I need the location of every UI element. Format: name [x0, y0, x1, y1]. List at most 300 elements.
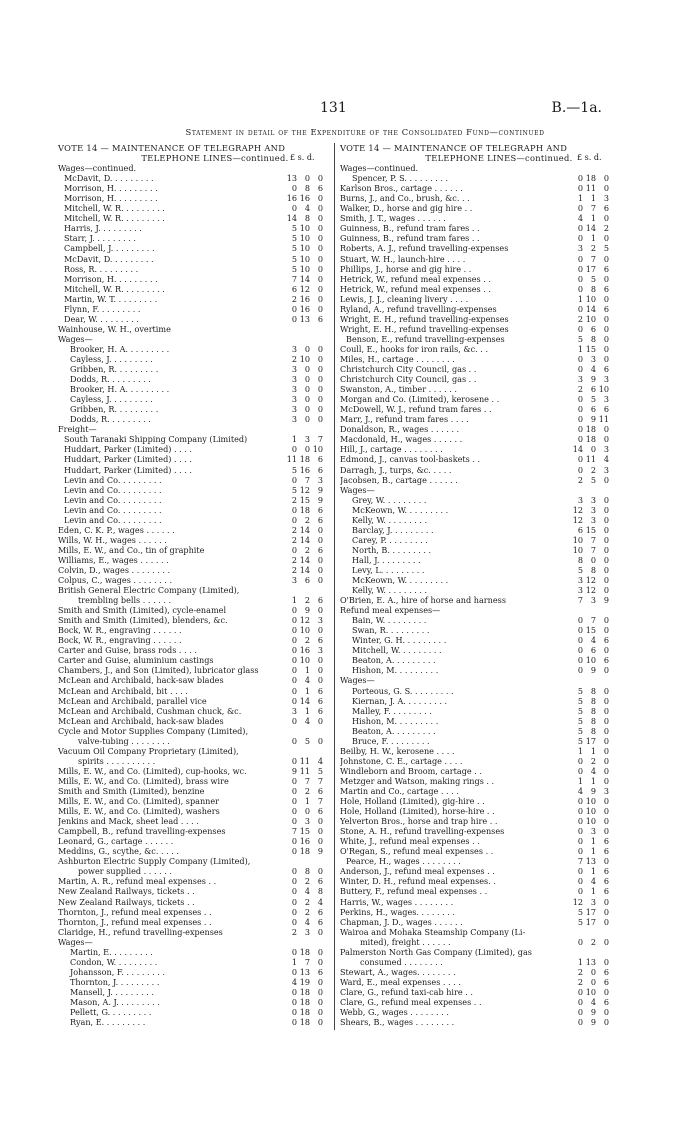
amount-shillings: 18	[585, 424, 596, 435]
amount-pounds: 5	[577, 715, 583, 726]
amount-shillings: 8	[590, 564, 596, 575]
expenditure-row	[340, 635, 616, 645]
amount-shillings: 2	[304, 595, 310, 606]
amount-pounds: 0	[577, 223, 583, 234]
amount-pence: 6	[603, 263, 609, 274]
entry-label: Colpus, C., wages . . . . . . . .	[58, 575, 173, 586]
amount-pence: 6	[317, 313, 323, 324]
expenditure-row	[340, 284, 616, 294]
amount-pounds: 0	[577, 826, 583, 837]
amount-shillings: 11	[585, 454, 596, 465]
expenditure-row	[340, 193, 616, 203]
entry-label: Vacuum Oil Company Proprietary (Limited),	[58, 745, 239, 756]
amount-pence: 6	[317, 464, 323, 475]
expenditure-row	[58, 716, 330, 726]
amount-pounds: 6	[291, 283, 297, 294]
entry-label: Thornton, J., refund meal expenses . .	[58, 906, 212, 917]
statement-title: Statement in detail of the Expenditure of the Consolidated Fund—continued	[185, 127, 545, 137]
entry-label: Mansell, J. . . . . . . . .	[70, 986, 154, 997]
amount-pence: 0	[317, 946, 323, 957]
expenditure-row	[58, 786, 330, 796]
expenditure-row	[340, 173, 616, 183]
expenditure-row	[340, 294, 616, 304]
amount-pounds: 0	[577, 936, 583, 947]
entry-label: McLean and Archibald, Cushman chuck, &c.	[58, 705, 242, 716]
amount-pence: 0	[603, 233, 609, 244]
expenditure-row	[58, 726, 330, 736]
amount-shillings: 18	[299, 946, 310, 957]
amount-pence: 3	[603, 374, 609, 385]
entry-label: McDavit, D. . . . . . . . .	[64, 173, 154, 184]
expenditure-row	[58, 977, 330, 987]
amount-pounds: 0	[577, 886, 583, 897]
amount-shillings: 14	[299, 534, 310, 545]
amount-pence: 0	[603, 986, 609, 997]
amount-pence: 0	[317, 956, 323, 967]
entry-label: Thornton, J., refund meal expenses . .	[58, 916, 212, 927]
amount-shillings: 10	[299, 253, 310, 264]
amount-shillings: 10	[299, 353, 310, 364]
entry-label: Levin and Co. . . . . . . . .	[64, 514, 162, 525]
entry-label: Porteous, G. S. . . . . . . . .	[352, 685, 454, 696]
amount-shillings: 4	[590, 996, 596, 1007]
entry-label: Windleborn and Broom, cartage . .	[340, 765, 482, 776]
amount-pounds: 0	[577, 283, 583, 294]
amount-pounds: 0	[291, 946, 297, 957]
entry-label: Brooker, H. A. . . . . . . . .	[70, 384, 170, 395]
amount-pence: 0	[603, 504, 609, 515]
amount-shillings: 4	[590, 635, 596, 646]
amount-pence: 0	[603, 705, 609, 716]
amount-pounds: 3	[291, 364, 297, 375]
entry-label: Levin and Co. . . . . . . . .	[64, 484, 162, 495]
entry-label: Morrison, H. . . . . . . . .	[64, 183, 158, 194]
amount-pounds: 5	[577, 725, 583, 736]
amount-pounds: 16	[286, 193, 297, 204]
amount-pounds: 0	[291, 514, 297, 525]
amount-pounds: 12	[572, 896, 583, 907]
amount-pounds: 0	[577, 404, 583, 415]
entry-label: Marr, J., refund tram fares . . . .	[340, 414, 469, 425]
amount-pence: 0	[603, 775, 609, 786]
entry-label: Hill, J., cartage . . . . . . . .	[340, 444, 443, 455]
expenditure-row	[58, 475, 330, 485]
amount-shillings: 2	[590, 464, 596, 475]
amount-shillings: 17	[585, 735, 596, 746]
amount-shillings: 0	[304, 404, 310, 415]
amount-shillings: 3	[590, 494, 596, 505]
amount-pounds: 10	[572, 534, 583, 545]
amount-pence: 9	[317, 494, 323, 505]
amount-pounds: 3	[291, 404, 297, 415]
amount-pence: 6	[603, 203, 609, 214]
amount-shillings: 3	[590, 595, 596, 606]
amount-shillings: 14	[585, 223, 596, 234]
amount-pounds: 0	[291, 876, 297, 887]
entry-label: Bock, W. R., engraving . . . . . .	[58, 635, 182, 646]
amount-pence: 6	[317, 906, 323, 917]
amount-pounds: 0	[577, 796, 583, 807]
amount-pence: 0	[603, 173, 609, 184]
entry-label: New Zealand Railways, tickets . .	[58, 896, 195, 907]
amount-shillings: 12	[299, 283, 310, 294]
entry-label: Kelly, W. . . . . . . . .	[352, 514, 428, 525]
expenditure-row	[58, 193, 330, 203]
entry-label: Roberts, A. J., refund travelling-expenses	[340, 243, 509, 254]
amount-shillings: 3	[590, 826, 596, 837]
amount-shillings: 16	[299, 836, 310, 847]
amount-pounds: 0	[577, 665, 583, 676]
entry-label: Condon, W. . . . . . . . .	[70, 956, 158, 967]
amount-pence: 0	[317, 394, 323, 405]
entry-label: O'Regan, S., refund meal expenses . .	[340, 846, 494, 857]
amount-shillings: 1	[304, 705, 310, 716]
expenditure-row	[340, 716, 616, 726]
right-column	[340, 143, 616, 1027]
amount-pounds: 14	[286, 213, 297, 224]
amount-pence: 8	[317, 886, 323, 897]
expenditure-row	[58, 846, 330, 856]
amount-shillings: 14	[299, 554, 310, 565]
amount-shillings: 7	[590, 534, 596, 545]
entry-label: Bruce, F. . . . . . . . .	[352, 735, 430, 746]
entry-label: Johansson, F. . . . . . . . .	[70, 966, 165, 977]
expenditure-row	[340, 233, 616, 243]
amount-pence: 0	[317, 665, 323, 676]
entry-label: Spencer, P. S. . . . . . . . .	[352, 173, 449, 184]
amount-shillings: 1	[590, 745, 596, 756]
entry-label: Grey, W. . . . . . . . .	[352, 494, 427, 505]
expenditure-row	[340, 806, 616, 816]
amount-pence: 0	[603, 916, 609, 927]
entry-label: Ryland, A., refund travelling-expenses	[340, 303, 497, 314]
expenditure-row	[340, 967, 616, 977]
entry-label: Hole, Holland (Limited), horse-hire . .	[340, 806, 495, 817]
amount-shillings: 8	[590, 685, 596, 696]
expenditure-row	[58, 615, 330, 625]
amount-pounds: 5	[577, 735, 583, 746]
amount-pounds: 1	[291, 595, 297, 606]
amount-pence: 6	[603, 836, 609, 847]
amount-shillings: 1	[590, 213, 596, 224]
amount-pounds: 0	[577, 846, 583, 857]
amount-shillings: 2	[304, 896, 310, 907]
amount-pounds: 5	[577, 564, 583, 575]
entry-label: power supplied . . . . . .	[78, 866, 172, 877]
amount-shillings: 18	[299, 1017, 310, 1028]
amount-shillings: 3	[304, 816, 310, 827]
amount-shillings: 10	[585, 313, 596, 324]
amount-pence: 7	[317, 796, 323, 807]
amount-pence: 0	[317, 384, 323, 395]
expenditure-row	[340, 957, 616, 967]
entry-label: Mills, E. W., and Co. (Limited), washers	[58, 806, 220, 817]
amount-shillings: 7	[304, 474, 310, 485]
amount-pence: 0	[317, 293, 323, 304]
expenditure-row	[58, 173, 330, 183]
entry-label: Morrison, H. . . . . . . . .	[64, 193, 158, 204]
amount-pounds: 5	[577, 333, 583, 344]
amount-pounds: 3	[577, 374, 583, 385]
amount-pence: 3	[603, 193, 609, 204]
amount-pounds: 0	[577, 464, 583, 475]
entry-label: Leonard, G., cartage . . . . . .	[58, 836, 174, 847]
entry-label: Darragh, J., turps, &c. . . . .	[340, 464, 452, 475]
expenditure-row	[340, 1007, 616, 1017]
expenditure-row	[58, 907, 330, 917]
entry-label: consumed . . . . . . . .	[360, 956, 443, 967]
entry-label: Chapman, J. D., wages . . . . . .	[340, 916, 463, 927]
amount-shillings: 2	[304, 514, 310, 525]
amount-pence: 0	[317, 564, 323, 575]
entry-label: Guinness, B., refund tram fares . .	[340, 233, 480, 244]
amount-shillings: 13	[585, 956, 596, 967]
expenditure-row	[340, 525, 616, 535]
expenditure-row	[340, 917, 616, 927]
amount-shillings: 19	[299, 976, 310, 987]
amount-shillings: 0	[304, 806, 310, 817]
entry-label: Huddart, Parker (Limited) . . . .	[64, 444, 192, 455]
amount-pence: 0	[317, 353, 323, 364]
amount-pence: 0	[603, 735, 609, 746]
entry-label: Chambers, J., and Son (Limited), lubricator glass	[58, 665, 259, 676]
amount-pence: 3	[317, 474, 323, 485]
entry-label: Edmond, J., canvas tool-baskets . .	[340, 454, 481, 465]
amount-shillings: 1	[590, 866, 596, 877]
amount-pounds: 4	[577, 786, 583, 796]
entry-label: Wairoa and Mohaka Steamship Company (Li-	[340, 926, 526, 937]
amount-shillings: 14	[299, 564, 310, 575]
amount-shillings: 18	[299, 996, 310, 1007]
entry-label: Wages—	[340, 675, 375, 686]
amount-shillings: 1	[590, 886, 596, 897]
expenditure-row	[340, 796, 616, 806]
amount-shillings: 10	[585, 806, 596, 817]
entry-label: Bain, W. . . . . . . . .	[352, 615, 427, 626]
entry-label: Campbell, J. . . . . . . . .	[64, 243, 155, 254]
entry-label: North, B. . . . . . . . .	[352, 544, 432, 555]
amount-shillings: 0	[590, 444, 596, 455]
amount-pence: 6	[317, 595, 323, 606]
entry-label: Starr, J. . . . . . . . .	[64, 233, 136, 244]
expenditure-row	[58, 736, 330, 746]
amount-pounds: 1	[291, 956, 297, 967]
vote-heading: VOTE 14 — MAINTENANCE OF TELEGRAPH AND	[58, 143, 286, 153]
amount-shillings: 10	[585, 655, 596, 666]
amount-pounds: 5	[577, 705, 583, 716]
amount-shillings: 5	[590, 394, 596, 405]
expenditure-row	[340, 364, 616, 374]
amount-pence: 0	[603, 906, 609, 917]
entry-label: Ashburton Electric Supply Company (Limited),	[58, 856, 251, 867]
amount-pence: 6	[317, 685, 323, 696]
amount-pence: 0	[603, 695, 609, 706]
entry-label: Mitchell, W. . . . . . . . .	[352, 645, 442, 656]
expenditure-row	[340, 645, 616, 655]
amount-pence: 11	[598, 414, 609, 425]
amount-pounds: 2	[291, 534, 297, 545]
expenditure-row	[58, 535, 330, 545]
entry-label: Dodds, R. . . . . . . . .	[70, 374, 151, 385]
entry-label: Swan, R. . . . . . . . .	[352, 625, 430, 636]
expenditure-row	[340, 655, 616, 665]
expenditure-row	[58, 625, 330, 635]
entry-label: Carey, P. . . . . . . . .	[352, 534, 428, 545]
amount-pounds: 0	[577, 996, 583, 1007]
expenditure-row	[340, 977, 616, 987]
amount-shillings: 9	[590, 414, 596, 425]
entry-label: Anderson, J., refund meal expenses . .	[340, 866, 495, 877]
entry-label: Huddart, Parker (Limited) . . . .	[64, 454, 192, 465]
expenditure-row	[340, 203, 616, 213]
amount-pounds: 2	[291, 564, 297, 575]
entry-label: Christchurch City Council, gas . .	[340, 364, 477, 375]
entry-label: Mills, E. W., and Co. (Limited), cup-hooks, wc.	[58, 765, 247, 776]
amount-pence: 6	[317, 504, 323, 515]
amount-pence: 0	[317, 283, 323, 294]
amount-shillings: 4	[304, 715, 310, 726]
entry-label: Ryan, E. . . . . . . . .	[70, 1017, 146, 1028]
amount-pounds: 3	[291, 384, 297, 395]
amount-shillings: 8	[590, 705, 596, 716]
amount-pounds: 0	[577, 635, 583, 646]
expenditure-list	[340, 163, 616, 1027]
amount-shillings: 0	[590, 966, 596, 977]
expenditure-row	[58, 495, 330, 505]
amount-shillings: 8	[304, 213, 310, 224]
amount-pounds: 0	[577, 394, 583, 405]
amount-pounds: 0	[577, 253, 583, 264]
entry-label: Beaton, A. . . . . . . . .	[352, 725, 436, 736]
amount-pence: 0	[603, 293, 609, 304]
entry-label: McLean and Archibald, hack-saw blades	[58, 715, 224, 726]
expenditure-row	[58, 937, 330, 947]
entry-label: valve-tubing . . . . . . . .	[78, 735, 170, 746]
amount-pounds: 13	[286, 173, 297, 184]
expenditure-row	[58, 796, 330, 806]
amount-pounds: 0	[291, 444, 297, 455]
amount-shillings: 18	[299, 846, 310, 857]
entry-label: Metzger and Watson, making rings . .	[340, 775, 495, 786]
amount-pence: 0	[603, 524, 609, 535]
expenditure-row	[58, 565, 330, 575]
amount-pounds: 0	[291, 786, 297, 796]
amount-pence: 0	[603, 755, 609, 766]
amount-shillings: 4	[304, 916, 310, 927]
entry-label: Wages—	[340, 484, 375, 495]
amount-pounds: 0	[577, 434, 583, 445]
expenditure-row	[340, 927, 616, 937]
expenditure-row	[340, 254, 616, 264]
entry-label: Williams, E., wages . . . . . .	[58, 554, 169, 565]
amount-shillings: 8	[590, 283, 596, 294]
entry-label: Martin, W. T. . . . . . . . .	[64, 293, 158, 304]
amount-pence: 0	[317, 826, 323, 837]
expenditure-row	[340, 615, 616, 625]
amount-pounds: 0	[291, 816, 297, 827]
expenditure-row	[58, 886, 330, 896]
amount-pounds: 3	[291, 394, 297, 405]
entry-label: South Taranaki Shipping Company (Limited)	[64, 434, 248, 445]
expenditure-row	[58, 454, 330, 464]
amount-pence: 0	[603, 896, 609, 907]
amount-shillings: 11	[585, 183, 596, 194]
amount-pounds: 0	[291, 775, 297, 786]
amount-pence: 9	[603, 595, 609, 606]
amount-shillings: 16	[299, 464, 310, 475]
amount-pounds: 12	[572, 514, 583, 525]
amount-shillings: 15	[299, 494, 310, 505]
amount-pounds: 2	[291, 524, 297, 535]
amount-pence: 5	[603, 243, 609, 254]
amount-pounds: 0	[291, 675, 297, 686]
entry-label: Martin, E. . . . . . . . .	[70, 946, 153, 957]
amount-pence: 0	[317, 233, 323, 244]
amount-shillings: 17	[585, 916, 596, 927]
expenditure-row	[340, 736, 616, 746]
expenditure-row	[340, 625, 616, 635]
amount-shillings: 8	[590, 695, 596, 706]
amount-pence: 0	[317, 996, 323, 1007]
amount-pence: 6	[317, 544, 323, 555]
amount-pounds: 0	[577, 454, 583, 465]
expenditure-row	[340, 545, 616, 555]
expenditure-row	[58, 465, 330, 475]
amount-pence: 6	[603, 976, 609, 987]
expenditure-row	[58, 344, 330, 354]
expenditure-row	[340, 424, 616, 434]
amount-pence: 0	[317, 223, 323, 234]
amount-pounds: 0	[577, 876, 583, 887]
expenditure-row	[340, 264, 616, 274]
entry-label: Clare, G., refund meal expenses . .	[340, 996, 482, 1007]
entry-label: Phillips, J., horse and gig hire . .	[340, 263, 472, 274]
entry-label: Flynn, F. . . . . . . . .	[64, 303, 141, 314]
expenditure-row	[340, 776, 616, 786]
amount-shillings: 16	[299, 303, 310, 314]
amount-pence: 0	[603, 474, 609, 485]
amount-pence: 6	[317, 966, 323, 977]
amount-pence: 0	[317, 1007, 323, 1018]
expenditure-row	[340, 454, 616, 464]
entry-label: Gribben, R. . . . . . . . .	[70, 404, 159, 415]
amount-pounds: 0	[577, 816, 583, 827]
entry-label: Wages—continued.	[340, 163, 419, 174]
amount-shillings: 4	[590, 765, 596, 776]
amount-pence: 0	[317, 1017, 323, 1028]
entry-label: Hetrick, W., refund meal expenses . .	[340, 283, 491, 294]
amount-pence: 6	[603, 886, 609, 897]
expenditure-row	[58, 545, 330, 555]
amount-pence: 6	[603, 876, 609, 887]
expenditure-row	[340, 947, 616, 957]
amount-pence: 3	[603, 786, 609, 796]
expenditure-row	[58, 525, 330, 535]
amount-pounds: 0	[577, 353, 583, 364]
entry-label: Burns, J., and Co., brush, &c. . .	[340, 193, 470, 204]
amount-shillings: 18	[585, 434, 596, 445]
amount-pounds: 0	[577, 755, 583, 766]
entry-label: Johnstone, C. E., cartage . . . .	[340, 755, 463, 766]
expenditure-row	[340, 665, 616, 675]
amount-pence: 0	[317, 675, 323, 686]
entry-label: Ross, R. . . . . . . . .	[64, 263, 139, 274]
expenditure-row	[58, 816, 330, 826]
amount-pounds: 5	[577, 906, 583, 917]
expenditure-row	[340, 213, 616, 223]
expenditure-row	[340, 495, 616, 505]
amount-pence: 0	[317, 524, 323, 535]
